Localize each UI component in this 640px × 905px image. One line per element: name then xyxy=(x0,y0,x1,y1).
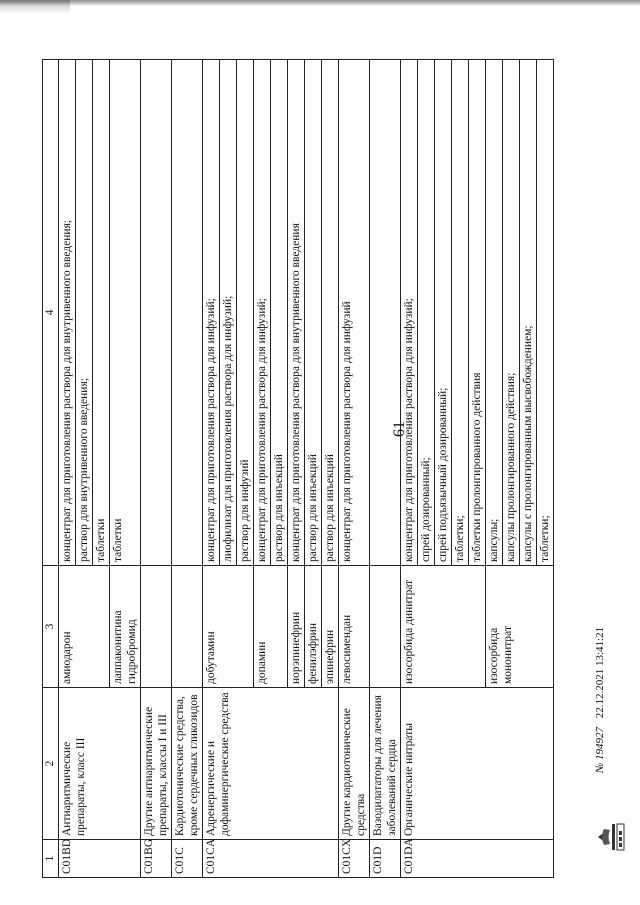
group-name: Адренергические и дофаминергические средства xyxy=(203,688,339,840)
group-name: Органические нитраты xyxy=(401,688,554,840)
dosage-form: концентрат для приготовления раствора для инфузий; xyxy=(203,60,220,566)
dosage-form: таблетки; xyxy=(537,60,554,566)
table-row xyxy=(339,60,370,878)
dosage-form: таблетки; xyxy=(452,60,469,566)
dosage-form: спрей дозированный; xyxy=(418,60,435,566)
dosage-form: таблетки xyxy=(93,60,110,566)
dosage-form: раствор для инфузий xyxy=(237,60,254,566)
atc-code: C01C xyxy=(172,840,203,878)
dosage-form: спрей подъязычный дозированный; xyxy=(435,60,452,566)
drug-name: лаппаконитина гидробромид xyxy=(110,566,141,688)
dosage-form: раствор для инъекций xyxy=(271,60,288,566)
dosage-form: концентрат для приготовления раствора для внутривенного введения; xyxy=(59,60,76,566)
group-name: Кардиотонические средства, кроме сердечных гликозидов xyxy=(172,688,203,840)
table-row xyxy=(401,60,418,878)
dosage-form: таблетки xyxy=(110,60,141,566)
dosage-form: концентрат для приготовления раствора для инфузий; xyxy=(401,60,418,566)
column-header: 4 xyxy=(43,60,59,566)
table-row xyxy=(172,60,203,878)
atc-code: C01D xyxy=(370,840,401,878)
column-header: 3 xyxy=(43,566,59,688)
drug-name: допамин xyxy=(254,566,288,688)
atc-code: C01CA xyxy=(203,840,339,878)
group-name: Другие кардиотонические средства xyxy=(339,688,370,840)
drug-name: амиодарон xyxy=(59,566,110,688)
drug-name: изосорбида мононитрат xyxy=(486,566,554,688)
column-header: 1 xyxy=(43,840,59,878)
table-row xyxy=(59,60,76,878)
group-name: Антиаритмические препараты, класс III xyxy=(59,688,141,840)
dosage-form xyxy=(172,60,203,566)
group-name: Другие антиаритмические препараты, классы I и III xyxy=(141,688,172,840)
column-header: 2 xyxy=(43,688,59,840)
drug-name: норэпинефрин xyxy=(288,566,305,688)
drug-name xyxy=(141,566,172,688)
dosage-form xyxy=(141,60,172,566)
drug-name: левосимендан xyxy=(339,566,370,688)
dosage-form xyxy=(370,60,401,566)
drug-name xyxy=(172,566,203,688)
drug-table-body xyxy=(43,60,554,878)
scan-edge xyxy=(0,0,640,6)
dosage-form: капсулы; xyxy=(486,60,503,566)
group-name: Вазодилататоры для лечения заболеваний сердца xyxy=(370,688,401,840)
registration-number: № 194927 xyxy=(594,727,606,774)
atc-code: C01BD xyxy=(59,840,141,878)
footer xyxy=(594,627,606,773)
dosage-form: концентрат для приготовления раствора для инфузий xyxy=(339,60,370,566)
dosage-form: концентрат для приготовления раствора для внутривенного введения xyxy=(288,60,305,566)
atc-code: C01DA xyxy=(401,840,554,878)
dosage-form: таблетки пролонгированного действия xyxy=(469,60,486,566)
drug-name: изосорбида динитрат xyxy=(401,566,486,688)
dosage-form: раствор для внутривенного введения; xyxy=(76,60,93,566)
drug-table-container xyxy=(42,60,602,878)
table-row xyxy=(141,60,172,878)
drug-name: фенилэфрин xyxy=(305,566,322,688)
drug-name xyxy=(370,566,401,688)
dosage-form: капсулы пролонгированного действия; xyxy=(503,60,520,566)
dosage-form: раствор для инъекций xyxy=(305,60,322,566)
table-row xyxy=(370,60,401,878)
emblem-icon xyxy=(596,820,626,854)
dosage-form: лиофилизат для приготовления раствора для инфузий; xyxy=(220,60,237,566)
dosage-form: раствор для инъекций xyxy=(322,60,339,566)
atc-code: C01CX xyxy=(339,840,370,878)
scan-edge-corner xyxy=(0,0,70,14)
page-number: 61 xyxy=(391,421,408,437)
table-row xyxy=(203,60,220,878)
drug-table xyxy=(42,59,554,878)
table-header-row xyxy=(43,60,59,878)
atc-code: C01BG xyxy=(141,840,172,878)
timestamp: 22.12.2021 13:41:21 xyxy=(594,626,606,719)
drug-name: добутамин xyxy=(203,566,254,688)
dosage-form: концентрат для приготовления раствора для инфузий; xyxy=(254,60,271,566)
dosage-form: капсулы с пролонгированным высвобождением; xyxy=(520,60,537,566)
drug-name: эпинефрин xyxy=(322,566,339,688)
